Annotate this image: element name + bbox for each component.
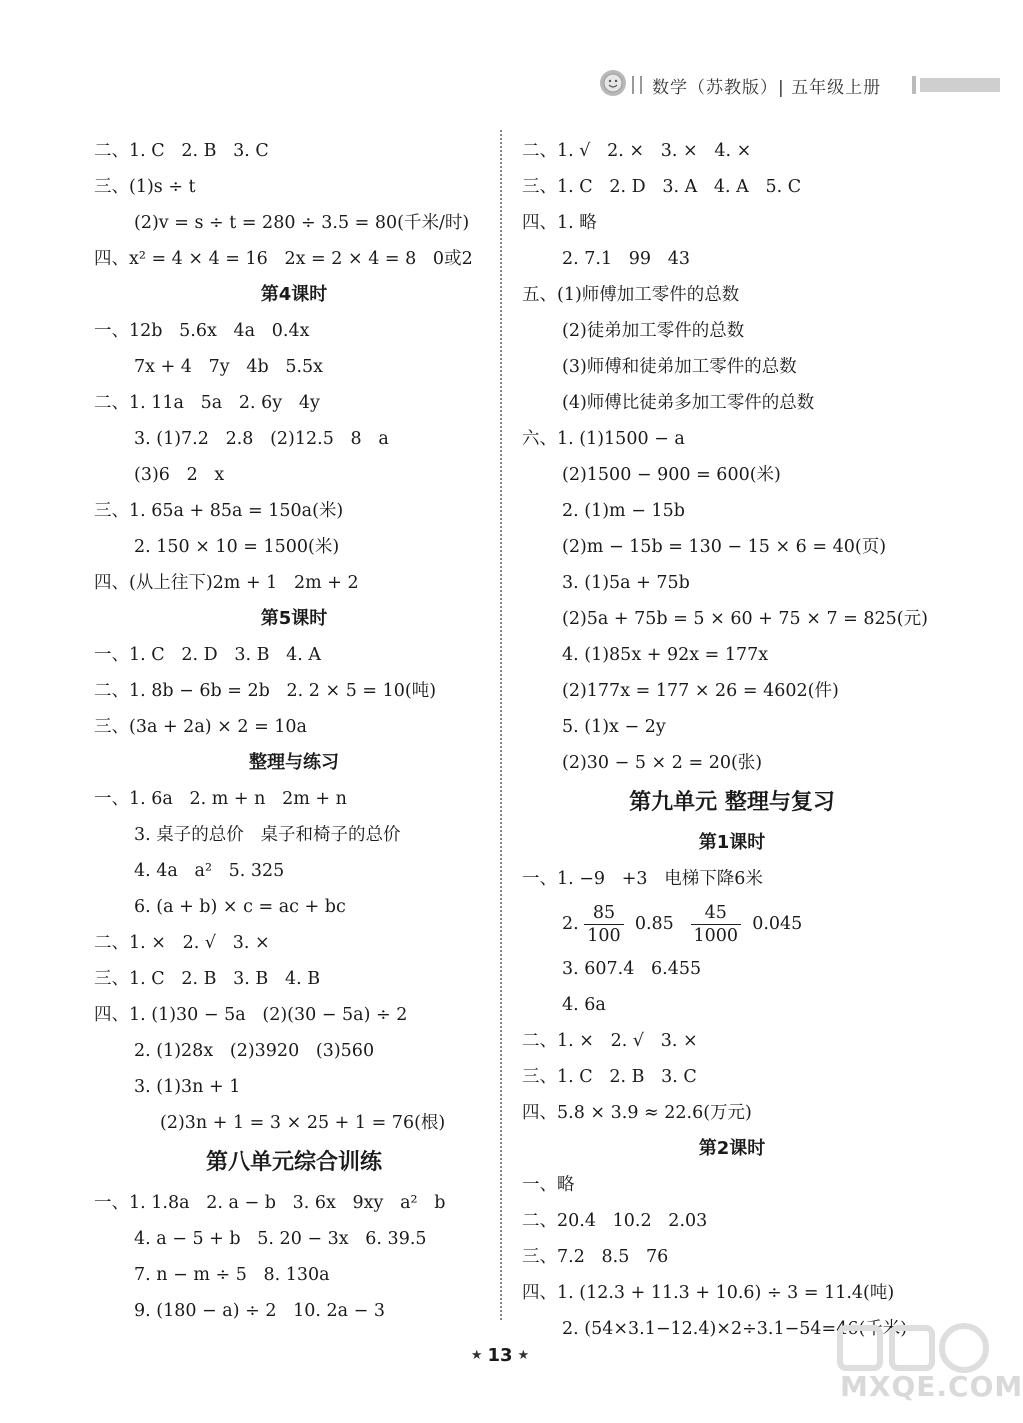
answer-line: 4. 4a a² 5. 325 [134,861,285,881]
answer-line: (3)6 2 x [134,465,225,485]
answer-line: 一、1. 1.8a 2. a − b 3. 6x 9xy a² b [94,1193,446,1213]
section-heading: 第5课时 [260,608,328,629]
answer-line: 3. (1)7.2 2.8 (2)12.5 8 a [134,429,389,449]
answer-line: 二、1. C 2. B 3. C [94,141,269,161]
item-number: 2. [562,914,579,934]
answer-line: 二、1. 8b − 6b = 2b 2. 2 × 5 = 10(吨) [94,681,437,701]
smiling-sun-icon [598,68,628,98]
star-icon: ★ [470,1348,483,1363]
answer-line: (2)1500 − 900 = 600(米) [562,465,781,485]
denominator: 100 [587,926,621,946]
section-heading: 第2课时 [698,1138,766,1159]
answer-line: (2)徒弟加工零件的总数 [562,321,745,341]
unit-title: 第八单元综合训练 [205,1150,382,1175]
answer-line: 5. (1)x − 2y [562,717,666,737]
answer-line: (2)5a + 75b = 5 × 60 + 75 × 7 = 825(元) [562,609,928,629]
answer-line: 三、1. C 2. B 3. C [522,1067,697,1087]
answer-line: 二、1. × 2. √ 3. × [522,1031,698,1051]
page-number: 13 [487,1345,513,1366]
answer-line: 一、1. C 2. D 3. B 4. A [94,645,322,665]
star-icon: ★ [517,1348,530,1363]
answer-line: 2. 7.1 99 43 [562,249,691,269]
header-band-edge [912,76,916,94]
decimal-value: 0.045 [752,914,803,934]
answer-line: 四、(从上往下)2m + 1 2m + 2 [94,573,359,593]
answer-line: 2. (1)m − 15b [562,501,685,521]
section-heading: 第4课时 [260,284,328,305]
column-divider [500,130,502,1320]
answer-line: 一、1. 6a 2. m + n 2m + n [94,789,347,809]
answer-line: 4. a − 5 + b 5. 20 − 3x 6. 39.5 [134,1229,427,1249]
answer-line: 一、1. −9 +3 电梯下降6米 [522,869,763,889]
answer-line: 一、12b 5.6x 4a 0.4x [94,321,310,341]
answer-line: (4)师傅比徒弟多加工零件的总数 [562,393,815,413]
answer-line: 3. (1)5a + 75b [562,573,690,593]
answer-line: 三、1. C 2. B 3. B 4. B [94,969,321,989]
answer-line: 三、1. 65a + 85a = 150a(米) [94,501,344,521]
answer-line: 三、1. C 2. D 3. A 4. A 5. C [522,177,802,197]
answer-line: 四、1. 略 [522,213,597,233]
answer-line: 7x + 4 7y 4b 5.5x [134,357,324,377]
answer-line: 3. 桌子的总价 桌子和椅子的总价 [134,825,401,845]
answer-line: 二、1. 11a 5a 2. 6y 4y [94,393,320,413]
header-title: 数学（苏教版）| 五年级上册 [652,78,882,98]
answer-line: 4. 6a [562,995,606,1015]
answer-line: (2)v = s ÷ t = 280 ÷ 3.5 = 80(千米/时) [134,213,470,233]
answer-line: 3. (1)3n + 1 [134,1077,241,1097]
decimal-value: 0.85 [634,914,674,934]
left-column [94,133,494,1329]
answer-line: 9. (180 − a) ÷ 2 10. 2a − 3 [134,1301,386,1321]
answer-line: 三、(3a + 2a) × 2 = 10a [94,717,307,737]
answer-line: 2. 150 × 10 = 1500(米) [134,537,340,557]
answer-line: 7. n − m ÷ 5 8. 130a [134,1265,330,1285]
answer-line: 二、20.4 10.2 2.03 [522,1211,708,1231]
answer-line: 四、1. (1)30 − 5a (2)(30 − 5a) ÷ 2 [94,1005,408,1025]
right-column [522,133,942,1347]
page-header [590,68,1000,102]
denominator: 1000 [693,926,739,946]
header-band [920,78,1000,92]
header-divider [632,76,642,94]
answer-line-fractions [522,897,942,951]
answer-line: 四、5.8 × 3.9 ≈ 22.6(万元) [522,1103,752,1123]
answer-line: 五、(1)师傅加工零件的总数 [522,285,740,305]
section-heading: 整理与练习 [249,752,339,773]
answer-line: 6. (a + b) × c = ac + bc [134,897,346,917]
answer-line: 四、x² = 4 × 4 = 16 2x = 2 × 4 = 8 0或2 [94,249,473,269]
answer-line: 二、1. √ 2. × 3. × 4. × [522,141,752,161]
numerator: 85 [584,902,623,925]
answer-line: 四、1. (12.3 + 11.3 + 10.6) ÷ 3 = 11.4(吨) [522,1283,895,1303]
fraction [584,902,623,947]
answer-line: (2)30 − 5 × 2 = 20(张) [562,753,763,773]
answer-line: (2)m − 15b = 130 − 15 × 6 = 40(页) [562,537,887,557]
answer-line: 3. 607.4 6.455 [562,959,702,979]
answer-line: 六、1. (1)1500 − a [522,429,685,449]
fraction [691,902,742,947]
answer-line: 三、7.2 8.5 76 [522,1247,669,1267]
answer-line: (2)3n + 1 = 3 × 25 + 1 = 76(根) [160,1113,446,1133]
answer-line: 一、略 [522,1175,575,1195]
watermark-text: MXQE.COM [840,1370,1023,1403]
section-heading: 第1课时 [698,832,766,853]
numerator: 45 [691,902,742,925]
answer-line: 2. (1)28x (2)3920 (3)560 [134,1041,375,1061]
answer-line: (3)师傅和徒弟加工零件的总数 [562,357,797,377]
unit-title: 第九单元 整理与复习 [629,790,835,815]
answer-line: 2. (54×3.1−12.4)×2÷3.1−54=46(千米) [562,1319,908,1339]
answer-line: (2)177x = 177 × 26 = 4602(件) [562,681,839,701]
answer-line: 三、(1)s ÷ t [94,177,196,197]
answer-line: 4. (1)85x + 92x = 177x [562,645,769,665]
answer-line: 二、1. × 2. √ 3. × [94,933,270,953]
